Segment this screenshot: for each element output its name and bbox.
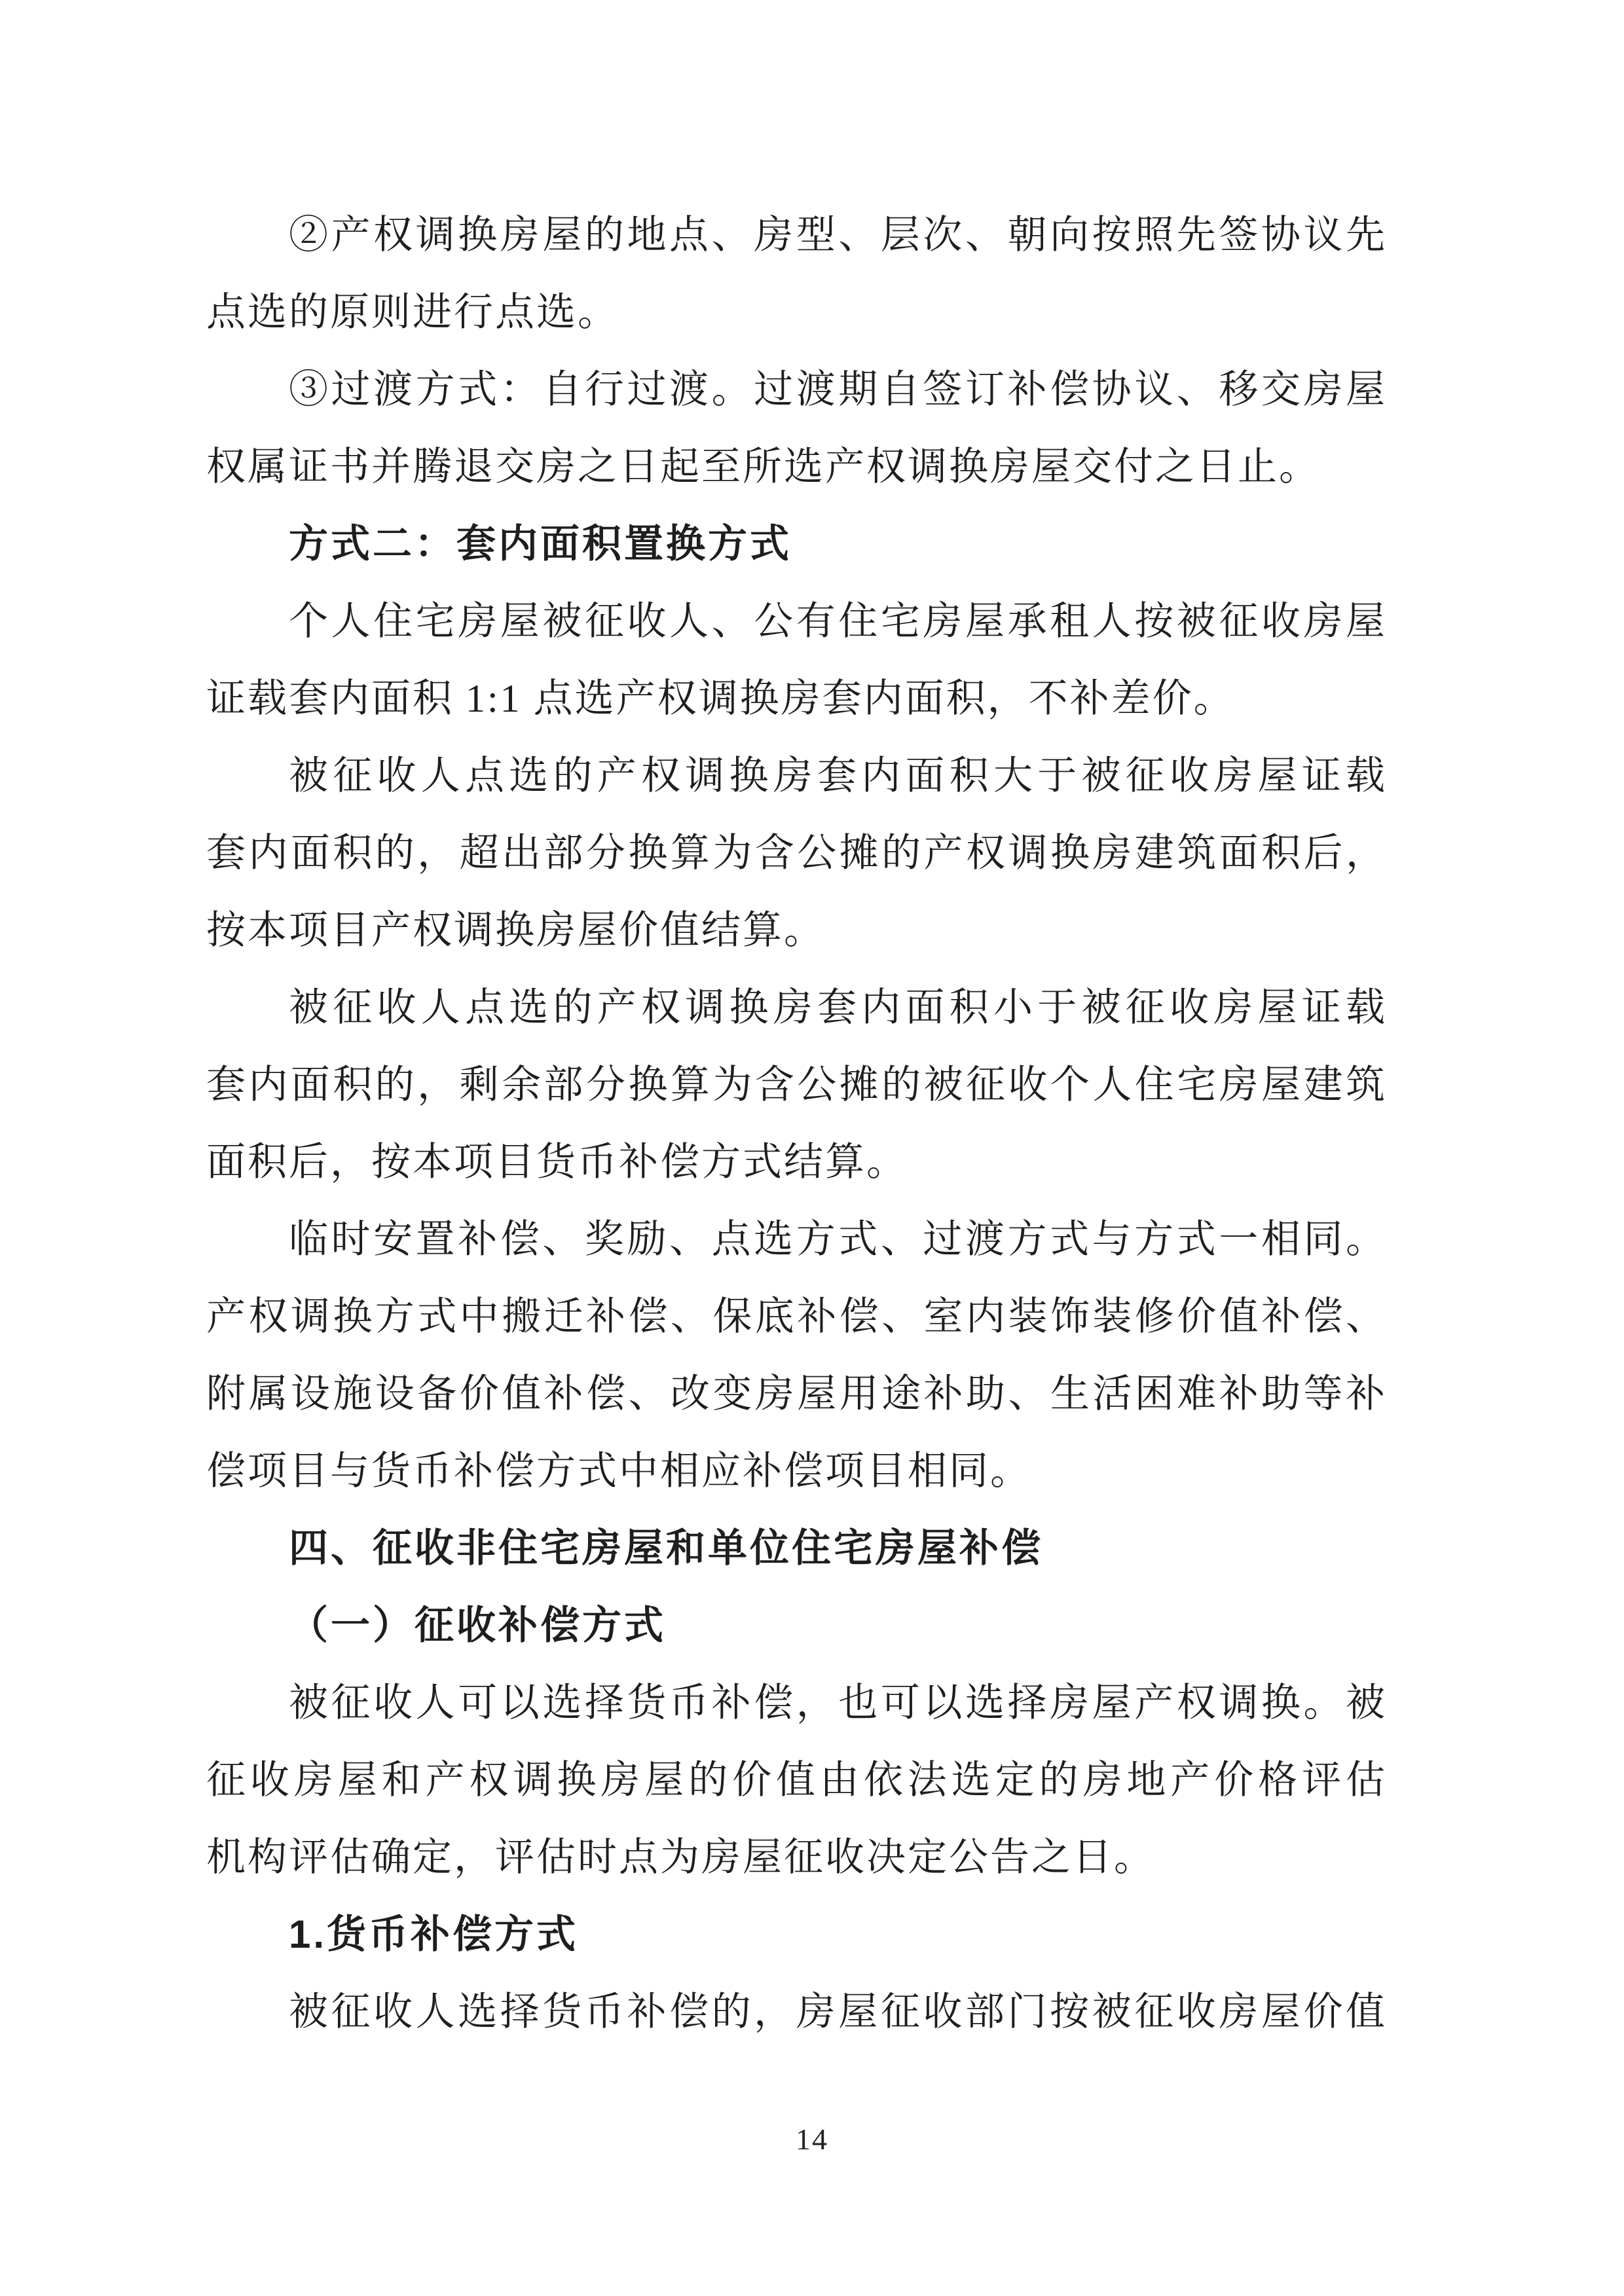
text-line: 被征收人点选的产权调换房套内面积小于被征收房屋证载 — [289, 986, 1385, 1029]
heading-line: 方式二：套内面积置换方式 — [289, 522, 792, 566]
page-footer — [0, 2123, 1624, 2157]
text-line: 套内面积的，超出部分换算为含公摊的产权调换房建筑面积后， — [206, 831, 1385, 875]
text-line: ②产权调换房屋的地点、房型、层次、朝向按照先签协议先 — [289, 213, 1385, 257]
text-line: 证载套内面积 1:1 点选产权调换房套内面积，不补差价。 — [206, 677, 1235, 720]
body-paragraph — [206, 1973, 1385, 2050]
text-line: 按本项目产权调换房屋价值结算。 — [206, 909, 825, 952]
heading-paragraph — [206, 505, 1385, 583]
body-paragraph — [206, 583, 1385, 737]
text-line: 机构评估确定，评估时点为房屋征收决定公告之日。 — [206, 1836, 1155, 1879]
body-paragraph — [206, 1664, 1385, 1896]
heading-paragraph — [206, 1510, 1385, 1587]
heading-line: 四、征收非住宅房屋和单位住宅房屋补偿 — [289, 1526, 1043, 1570]
body-paragraph — [206, 1201, 1385, 1510]
heading-line: 1.货币补偿方式 — [289, 1912, 579, 1956]
text-line: 被征收人可以选择货币补偿，也可以选择房屋产权调换。被 — [289, 1681, 1385, 1724]
text-line: 被征收人点选的产权调换房套内面积大于被征收房屋证载 — [289, 754, 1385, 797]
text-line: 面积后，按本项目货币补偿方式结算。 — [206, 1140, 908, 1184]
text-line: 征收房屋和产权调换房屋的价值由依法选定的房地产价格评估 — [206, 1758, 1385, 1802]
body-paragraph — [206, 969, 1385, 1201]
text-line: 产权调换方式中搬迁补偿、保底补偿、室内装饰装修价值补偿、 — [206, 1295, 1385, 1338]
text-line: 附属设施设备价值补偿、改变房屋用途补助、生活困难补助等补 — [206, 1372, 1385, 1415]
text-line: 套内面积的，剩余部分换算为含公摊的被征收个人住宅房屋建筑 — [206, 1063, 1385, 1106]
page-number: 14 — [796, 2123, 828, 2156]
body-paragraph — [206, 737, 1385, 969]
text-line: 点选的原则进行点选。 — [206, 291, 619, 334]
heading-paragraph — [206, 1896, 1385, 1973]
text-line: ③过渡方式：自行过渡。过渡期自签订补偿协议、移交房屋 — [289, 368, 1385, 411]
body-paragraph — [206, 196, 1385, 351]
heading-line: （一）征收补偿方式 — [289, 1603, 666, 1647]
text-line: 偿项目与货币补偿方式中相应补偿项目相同。 — [206, 1449, 1031, 1493]
text-line: 权属证书并腾退交房之日起至所选产权调换房屋交付之日止。 — [206, 445, 1320, 488]
body-paragraph — [206, 351, 1385, 505]
document-content — [206, 196, 1385, 2050]
text-line: 临时安置补偿、奖励、点选方式、过渡方式与方式一相同。 — [289, 1218, 1385, 1261]
text-line: 个人住宅房屋被征收人、公有住宅房屋承租人按被征收房屋 — [289, 600, 1385, 643]
heading-paragraph — [206, 1587, 1385, 1664]
text-line: 被征收人选择货币补偿的，房屋征收部门按被征收房屋价值 — [289, 1990, 1385, 2033]
